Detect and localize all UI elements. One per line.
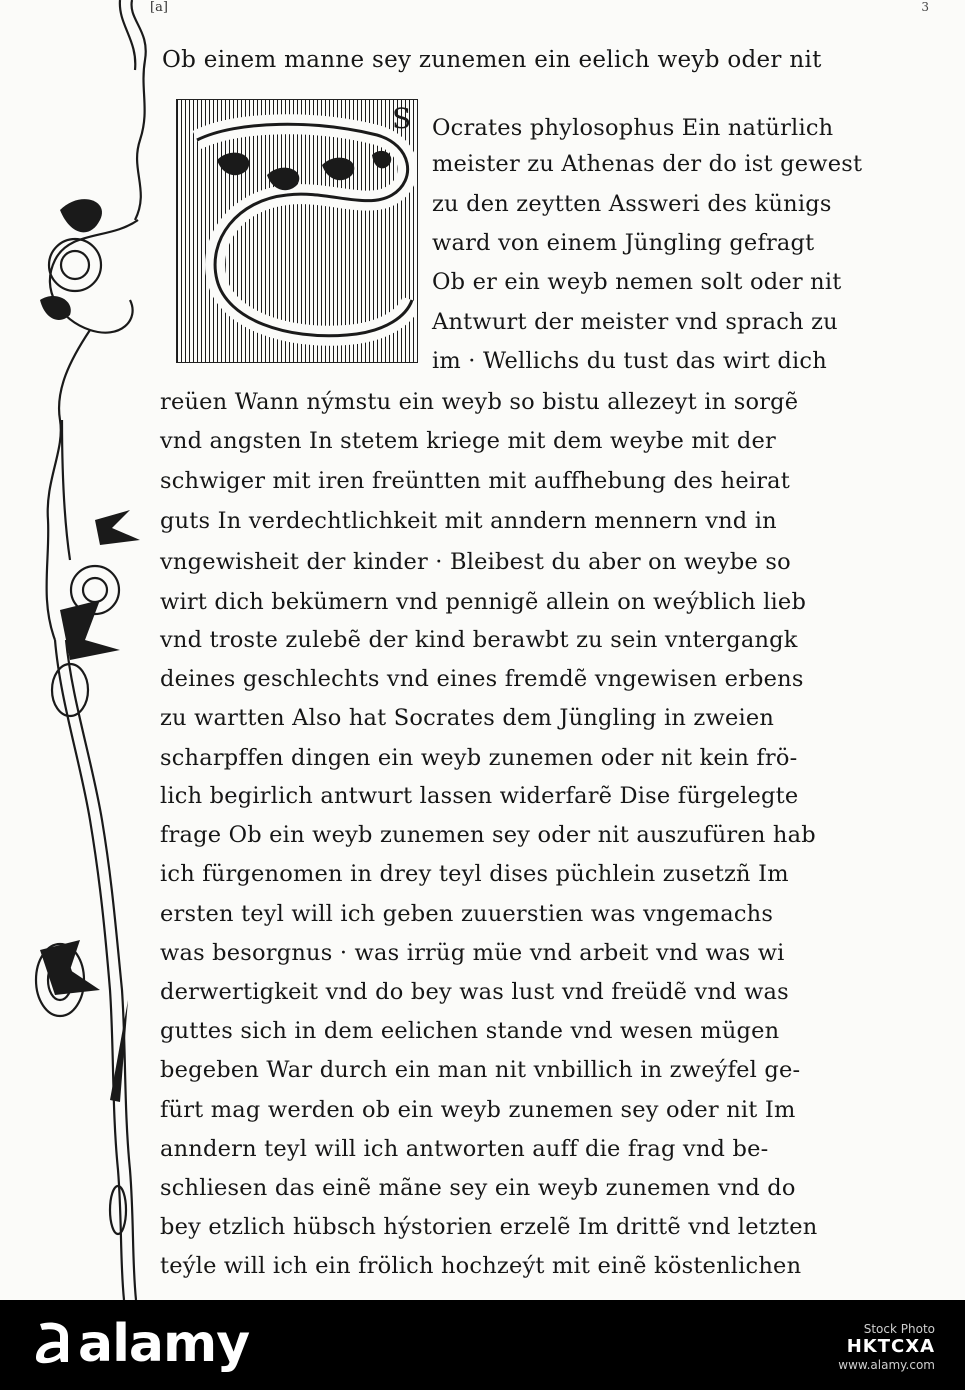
text-line: scharpffen dingen ein weyb zunemen oder nit kein frö- — [160, 745, 798, 771]
initial-letter-ornament — [177, 100, 417, 362]
initial-letter: S — [392, 102, 412, 135]
text-line: fürt mag werden ob ein weyb zunemen sey oder nit Im — [160, 1097, 796, 1123]
watermark-footer — [0, 1300, 965, 1390]
text-line: teýle will ich ein frölich hochzeýt mit einẽ köstenlichen — [160, 1253, 802, 1279]
alamy-logo-icon — [30, 1318, 74, 1370]
stock-id — [838, 1320, 935, 1374]
text-line: ich fürgenomen in drey teyl dises püchlein zusetzñ Im — [160, 861, 789, 887]
text-line: ersten teyl will ich geben zuuerstien was vngemachs — [160, 901, 774, 927]
folio-mark: 3 — [921, 0, 929, 14]
text-line: meister zu Athenas der do ist gewest — [432, 151, 863, 177]
text-line: schliesen das einẽ mãne sey ein weyb zunemen vnd do — [160, 1175, 796, 1201]
text-line: was besorgnus · was irrüg müe vnd arbeit vnd was wi — [160, 940, 785, 966]
text-line: lich begirlich antwurt lassen widerfarẽ Dise fürgelegte — [160, 783, 799, 809]
chapter-heading: Ob einem manne sey zunemen ein eelich weyb oder nit — [162, 47, 822, 73]
text-line: Ob er ein weyb nemen solt oder nit — [432, 269, 842, 295]
text-line: reüen Wann nýmstu ein weyb so bistu allezeyt in sorgẽ — [160, 389, 799, 415]
text-line: derwertigkeit vnd do bey was lust vnd freüdẽ vnd was — [160, 979, 789, 1005]
text-line: begeben War durch ein man nit vnbillich in zweýfel ge- — [160, 1057, 801, 1083]
text-line: Antwurt der meister vnd sprach zu — [432, 309, 838, 335]
text-line: Ocrates phylosophus Ein natürlich — [432, 115, 834, 141]
stock-label: Stock Photo — [863, 1322, 935, 1336]
text-line: vnd angsten In stetem kriege mit dem weybe mit der — [160, 428, 776, 454]
brand-logo — [30, 1314, 249, 1374]
marginal-vine-ornament — [0, 0, 180, 1300]
text-line: im · Wellichs du tust das wirt dich — [432, 348, 827, 374]
site-url: www.alamy.com — [838, 1358, 935, 1372]
text-line: guts In verdechtlichkeit mit anndern mennern vnd in — [160, 508, 777, 534]
decorated-initial — [176, 99, 418, 363]
text-line: vngewisheit der kinder · Bleibest du aber on weybe so — [160, 549, 791, 575]
text-line: ward von einem Jüngling gefragt — [432, 230, 815, 256]
text-line: schwiger mit iren freüntten mit auffhebung des heirat — [160, 468, 791, 494]
text-line: guttes sich in dem eelichen stande vnd wesen mügen — [160, 1018, 780, 1044]
text-line: zu wartten Also hat Socrates dem Jüngling in zweien — [160, 705, 775, 731]
text-line: anndern teyl will ich antworten auff die frag vnd be- — [160, 1136, 769, 1162]
text-line: vnd troste zulebẽ der kind berawbt zu sein vntergangk — [160, 627, 798, 653]
text-line: bey etzlich hübsch hýstorien erzelẽ Im drittẽ vnd letzten — [160, 1214, 818, 1240]
folio-number: [a] — [150, 0, 168, 15]
text-line: deines geschlechts vnd eines fremdẽ vngewisen erbens — [160, 666, 804, 692]
brand-name: alamy — [78, 1314, 250, 1374]
stock-code: HKTCXA — [846, 1336, 935, 1357]
text-line: wirt dich bekümern vnd pennigẽ allein on weýblich lieb — [160, 589, 807, 615]
text-line: zu den zeytten Assweri des künigs — [432, 191, 832, 217]
text-line: frage Ob ein weyb zunemen sey oder nit auszufüren hab — [160, 822, 816, 848]
